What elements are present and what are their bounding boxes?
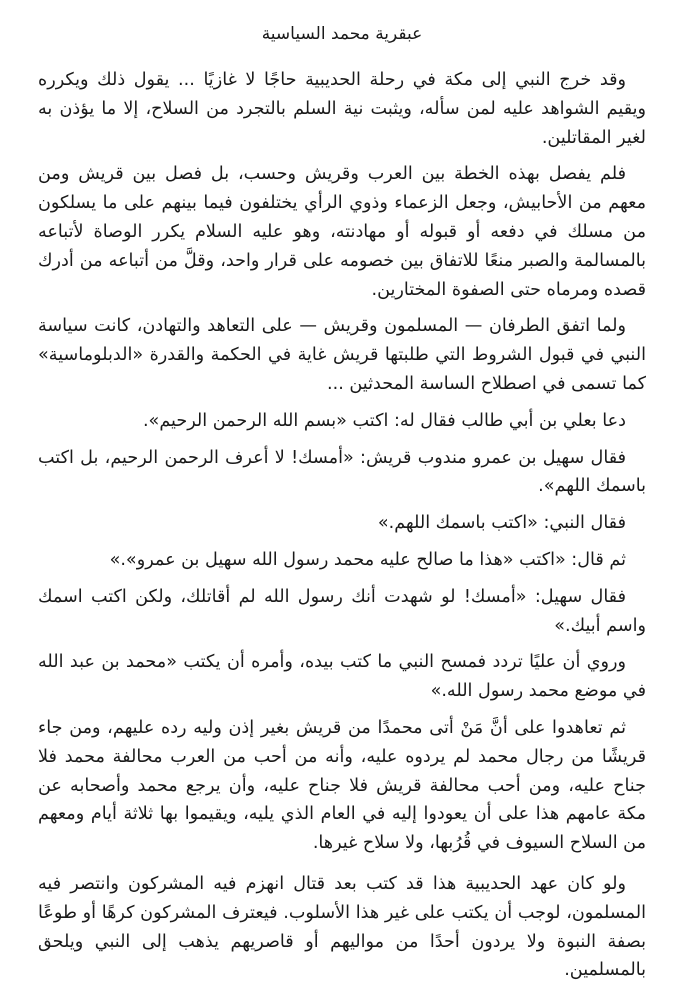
running-header: عبقرية محمد السياسية — [261, 24, 423, 44]
paragraph-basmala: دعا بعلي بن أبي طالب فقال له: اكتب «بسم الله الرحمن الرحيم». — [142, 410, 626, 431]
paragraph-suhayl-second-objection: فقال سهيل: «أمسك! لو شهدت أنك رسول الله لم أقاتلك، ولكن اكتب اسمك واسم أبيك.» — [38, 586, 646, 636]
paragraph-treaty-terms: ثم تعاهدوا على أنَّ مَنْ أتى محمدًا من قريش بغير إذن وليه رده عليهم، ومن جاء قريشًا من رجال محمد لم يردوه عليه، وأنه من أحب من العرب محالفة محمد فلا جناح عليه، ومن أحب محالفة قريش فلا جناح عليه، وأن يرجع محمد وأصحابه عن مكة عامهم هذا على أن يعودوا إليه في العام الذي يليه، ويقيموا بها ثلاثة أيام ومعهم من السلاح السيوف في قُرُبها، ولا سلاح غيرها. — [38, 717, 646, 854]
paragraph-prophet-reply: فقال النبي: «اكتب باسمك اللهم.» — [377, 513, 626, 534]
paragraph-hudaybiya-trip: وقد خرج النبي إلى مكة في رحلة الحديبية حاجًا لا غازيًا ... يقول ذلك ويكرره ويقيم الشواهد عليه لمن سأله، ويثبت نية السلم بالتجرد من السلاح، إلا ما يؤذن به لغير المقاتلين. — [38, 70, 646, 148]
paragraph-strategy: فلم يفصل بهذه الخطة بين العرب وقريش وحسب، بل فصل بين قريش ومن معهم من الأحابيش، وجعل الزعماء وذوي الرأي يختلفون فيما بينهم على ما يسلكون من مسلك في دفعه أو قبوله أو مهادنته، وهو عليه السلام يكرر الوصاة لأتباعه بالمسالمة والصبر منعًا للاتفاق بين خصومه على قرار واحد، وقلَّ من أتباعه من أدرك قصده ومرماه حتى الصفوة المختارين. — [38, 164, 646, 300]
paragraph-counterfactual: ولو كان عهد الحديبية هذا قد كتب بعد قتال انهزم فيه المشركون وانتصر فيه المسلمون، لوجب أن يكتب على غير هذا الأسلوب. فيعترف المشركون كرهًا أو طوعًا بصفة النبوة ولا يردون أحدًا من مواليهم أو قاصريهم يذهب إلى النبي ويلحق بالمسلمين. — [38, 873, 646, 981]
paragraph-ali-hesitation: وروي أن عليًا تردد فمسح النبي ما كتب بيده، وأمره أن يكتب «محمد بن عبد الله في موضع محمد رسول الله.» — [38, 652, 646, 702]
paragraph-write-agreement: ثم قال: «اكتب «هذا ما صالح عليه محمد رسول الله سهيل بن عمرو».» — [109, 549, 626, 570]
paragraph-treaty-diplomacy: ولما اتفق الطرفان — المسلمون وقريش — على التعاهد والتهادن، كانت سياسة النبي في قبول الشروط التي طلبتها قريش غاية في الحكمة والقدرة «الدبلوماسية» كما تسمى في اصطلاح الساسة المحدثين ... — [38, 316, 646, 394]
body-text — [38, 66, 646, 993]
paragraph-suhayl-objection: فقال سهيل بن عمرو مندوب قريش: «أمسك! لا أعرف الرحمن الرحيم، بل اكتب باسمك اللهم». — [38, 447, 646, 497]
